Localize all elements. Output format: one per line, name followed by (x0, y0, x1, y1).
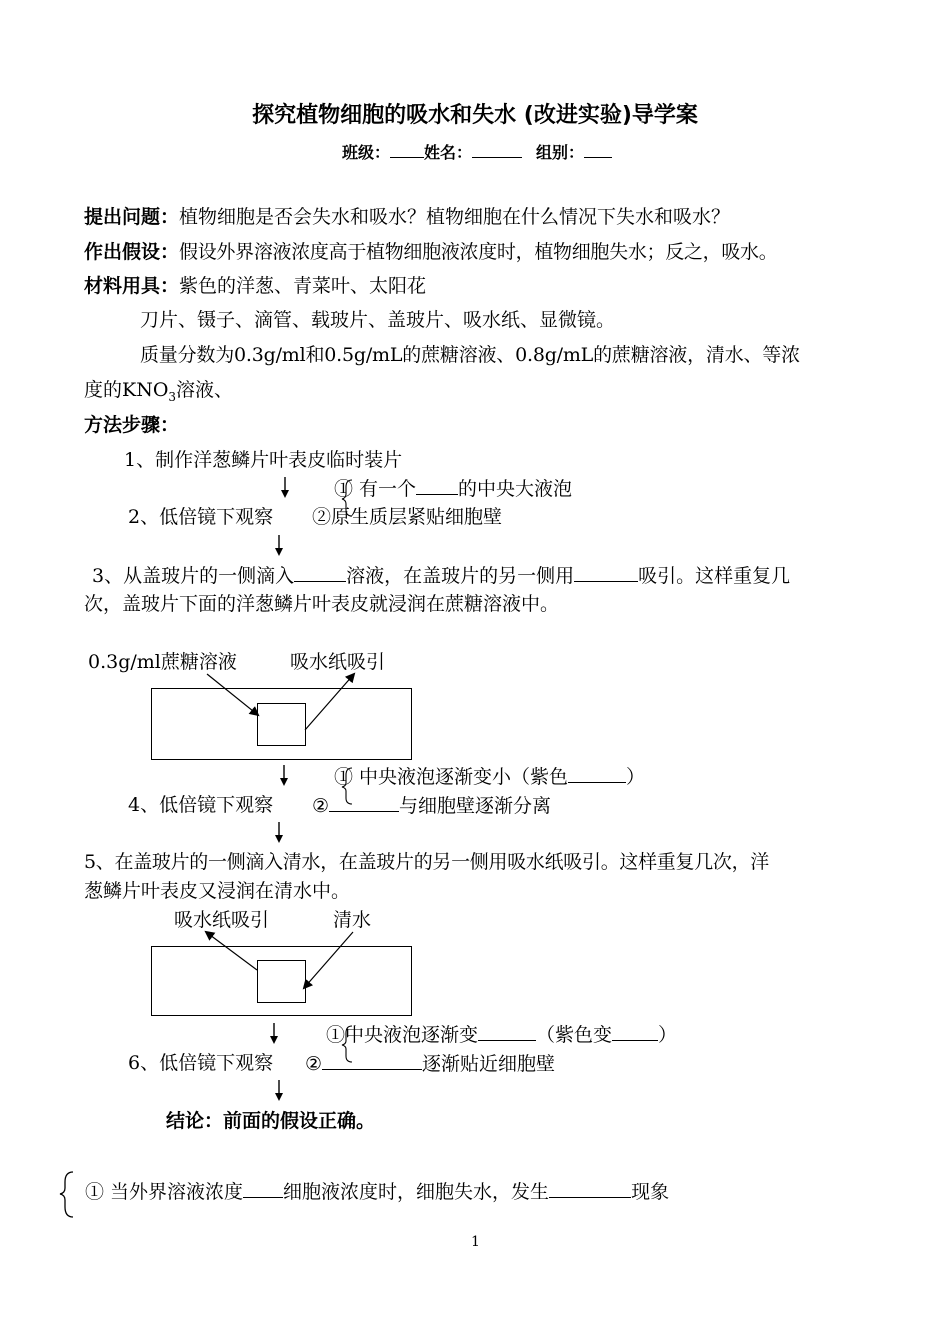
kno3-pre: 度的KNO (84, 379, 169, 401)
final-mid: 细胞液浓度时，细胞失水，发生 (283, 1181, 550, 1203)
step-6-obs-2-pre: ② (305, 1053, 323, 1075)
step-5-line-2: 葱鳞片叶表皮又浸润在清水中。 (84, 880, 351, 902)
step-1: 1、制作洋葱鳞片叶表皮临时装片 (124, 449, 403, 471)
materials-line-2: 刀片、镊子、滴管、载玻片、盖玻片、吸水纸、显微镜。 (140, 309, 616, 331)
step-3-mid: 溶液，在盖玻片的另一侧用 (346, 565, 575, 587)
step-3-pre: 3、从盖玻片的一侧滴入 (92, 565, 295, 587)
brace-step-6 (342, 1026, 352, 1062)
brace-step-2 (342, 480, 352, 516)
materials-line-3: 质量分数为0.3g/ml和0.5g/mL的蔗糖溶液、0.8g/mL的蔗糖溶液，清水、等浓 (140, 344, 800, 366)
brace-step-4 (342, 768, 352, 804)
materials-label: 材料用具： (84, 275, 180, 297)
method-label: 方法步骤： (84, 414, 180, 436)
step-2: 2、低倍镜下观察 (128, 506, 274, 528)
step-6-obs-1-mid: （紫色变 (536, 1024, 613, 1046)
brace-final (60, 1172, 73, 1217)
name-label: 姓名： (424, 143, 473, 162)
question-label: 提出问题： (84, 206, 180, 228)
diagram-1-arrow-in (207, 674, 258, 715)
step-6-obs-1-pre: ①中央液泡逐渐变 (326, 1024, 479, 1046)
conclusion: 结论：前面的假设正确。 (166, 1110, 376, 1132)
step-2-obs-1-post: 的中央大液泡 (458, 478, 573, 500)
step-3-line-2: 次，盖玻片下面的洋葱鳞片叶表皮就浸润在蔗糖溶液中。 (84, 593, 560, 615)
step-4-obs-2-post: 与细胞壁逐渐分离 (399, 795, 552, 817)
page-number: 1 (471, 1234, 480, 1250)
class-label: 班级： (342, 143, 391, 162)
step-6-obs-2-post: 逐渐贴近细胞壁 (422, 1053, 556, 1075)
group-label: 组别： (536, 143, 585, 162)
final-pre: ① 当外界溶液浓度 (85, 1181, 244, 1203)
step-6-obs-1-post: ） (658, 1024, 678, 1046)
diagram-2-left-label: 吸水纸吸引 (174, 909, 270, 931)
question-text: 植物细胞是否会失水和吸水？植物细胞在什么情况下失水和吸水？ (179, 206, 731, 228)
step-2-obs-2: ②原生质层紧贴细胞壁 (312, 506, 503, 528)
diagram-1-arrow-out (305, 674, 354, 730)
diagram-2-arrow-out (206, 932, 257, 970)
step-6: 6、低倍镜下观察 (128, 1052, 274, 1074)
page-title: 探究植物细胞的吸水和失水 (改进实验)导学案 (252, 103, 698, 128)
diagram-1-left-label: 0.3g/ml蔗糖溶液 (88, 651, 237, 673)
diagram-1-right-label: 吸水纸吸引 (290, 651, 386, 673)
diagram-2-arrow-in (304, 932, 353, 988)
hypothesis-text: 假设外界溶液浓度高于植物细胞液浓度时，植物细胞失水；反之，吸水。 (179, 241, 778, 263)
step-4-obs-2-pre: ② (312, 795, 330, 817)
hypothesis-label: 作出假设： (84, 241, 180, 263)
step-3-post: 吸引。这样重复几 (638, 565, 791, 587)
step-4: 4、低倍镜下观察 (128, 794, 274, 816)
step-4-obs-1-pre: ① 中央液泡逐渐变小（紫色 (334, 766, 569, 788)
step-5-line-1: 5、在盖玻片的一侧滴入清水，在盖玻片的另一侧用吸水纸吸引。这样重复几次，洋 (84, 851, 769, 873)
step-4-obs-1-post: ） (626, 766, 646, 788)
kno3-subscript: 3 (168, 389, 177, 404)
step-2-obs-1-pre: ① 有一个 (334, 478, 417, 500)
diagram-2-right-label: 清水 (333, 909, 372, 931)
kno3-post: 溶液、 (176, 379, 234, 401)
final-post: 现象 (631, 1181, 670, 1203)
materials-text-1: 紫色的洋葱、青菜叶、太阳花 (179, 275, 427, 297)
